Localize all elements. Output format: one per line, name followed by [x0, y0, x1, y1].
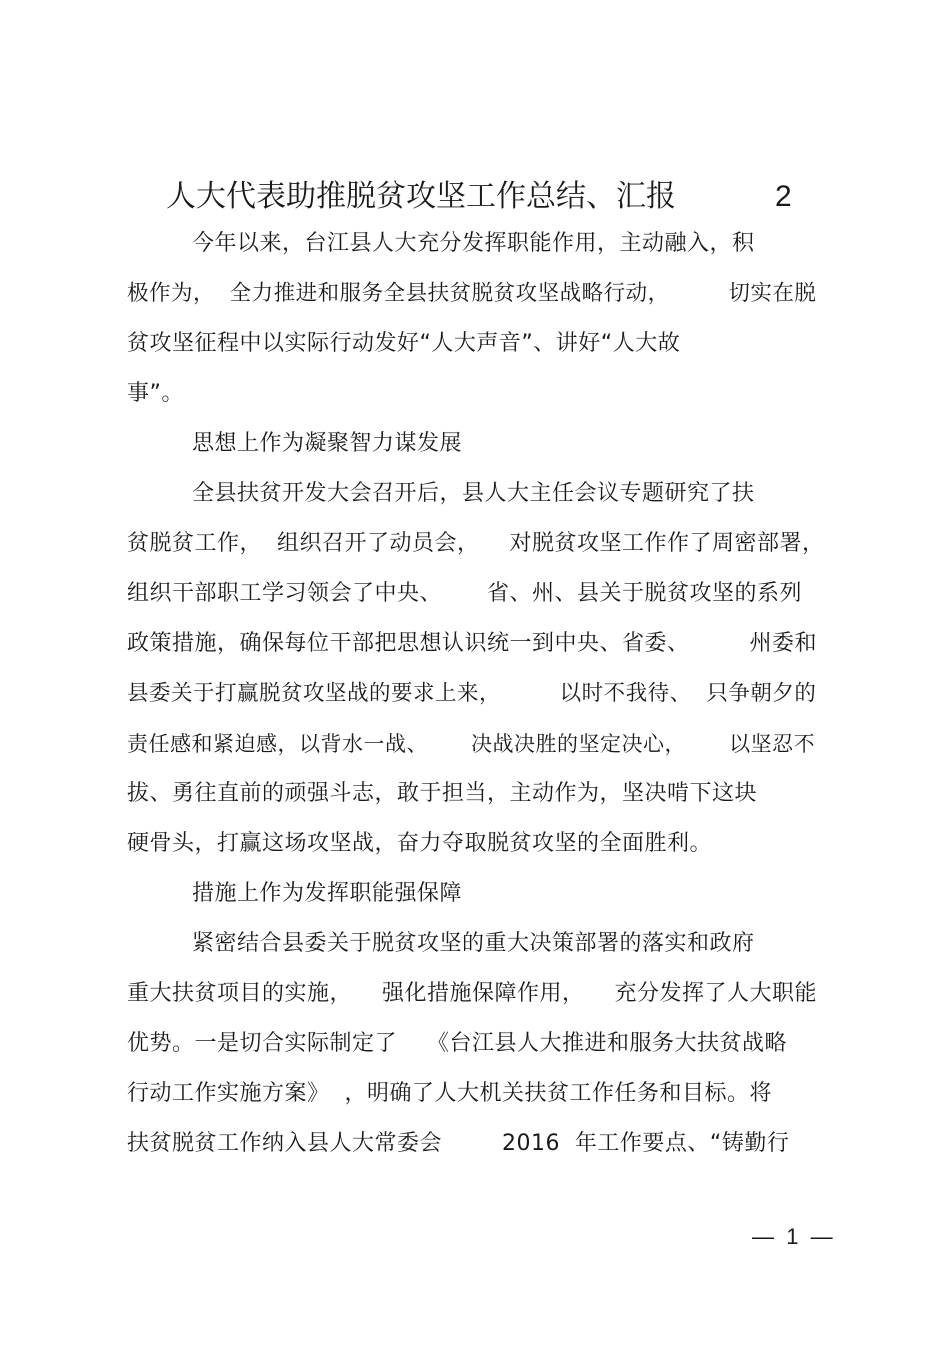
paragraph-line: 紧密结合县委关于脱贫攻坚的重大决策部署的落实和政府 — [192, 931, 755, 956]
paragraph-line: 今年以来，台江县人大充分发挥职能作用，主动融入，积 — [192, 231, 755, 256]
paragraph-line: 县委关于打赢脱贫攻坚战的要求上来， 以时不我待、 只争朝夕的 — [127, 681, 817, 706]
paragraph-line: 优势。一是切合实际制定了 《台江县人大推进和服务大扶贫战略 — [127, 1031, 787, 1056]
document-title-number: 2 — [775, 180, 792, 213]
paragraph-line: 重大扶贫项目的实施， 强化措施保障作用， 充分发挥了人大职能 — [127, 981, 817, 1006]
paragraph-line: 事”。 — [127, 381, 184, 406]
paragraph-line: 极作为， 全力推进和服务全县扶贫脱贫攻坚战略行动， 切实在脱 — [127, 281, 817, 306]
paragraph-line: 贫脱贫工作， 组织召开了动员会， 对脱贫攻坚工作作了周密部署， — [127, 531, 825, 556]
paragraph-line: 硬骨头，打赢这场攻坚战，奋力夺取脱贫攻坚的全面胜利。 — [127, 831, 713, 856]
paragraph-line: 政策措施，确保每位干部把思想认识统一到中央、省委、 州委和 — [127, 631, 817, 656]
paragraph-line: 责任感和紧迫感，以背水一战、 决战决胜的坚定决心， 以坚忍不 — [127, 732, 816, 756]
section-heading: 措施上作为发挥职能强保障 — [192, 881, 463, 906]
paragraph-line: 拔、勇往直前的顽强斗志，敢于担当，主动作为，坚决啃下这块 — [127, 781, 758, 806]
section-heading: 思想上作为凝聚智力谋发展 — [192, 431, 463, 456]
document-title: 人大代表助推脱贫攻坚工作总结、汇报 — [166, 179, 676, 214]
paragraph-line: 扶贫脱贫工作纳入县人大常委会 2016 年工作要点、“铸勤行 — [127, 1131, 790, 1156]
paragraph-line: 贫攻坚征程中以实际行动发好“人大声音”、讲好“人大故 — [127, 331, 681, 356]
paragraph-line: 行动工作实施方案》 ，明确了人大机关扶贫工作任务和目标。将 — [127, 1081, 772, 1106]
paragraph-line: 组织干部职工学习领会了中央、 省、州、县关于脱贫攻坚的系列 — [127, 581, 802, 606]
paragraph-line: 全县扶贫开发大会召开后，县人大主任会议专题研究了扶 — [192, 481, 755, 506]
page-number: — 1 — — [752, 1224, 833, 1249]
